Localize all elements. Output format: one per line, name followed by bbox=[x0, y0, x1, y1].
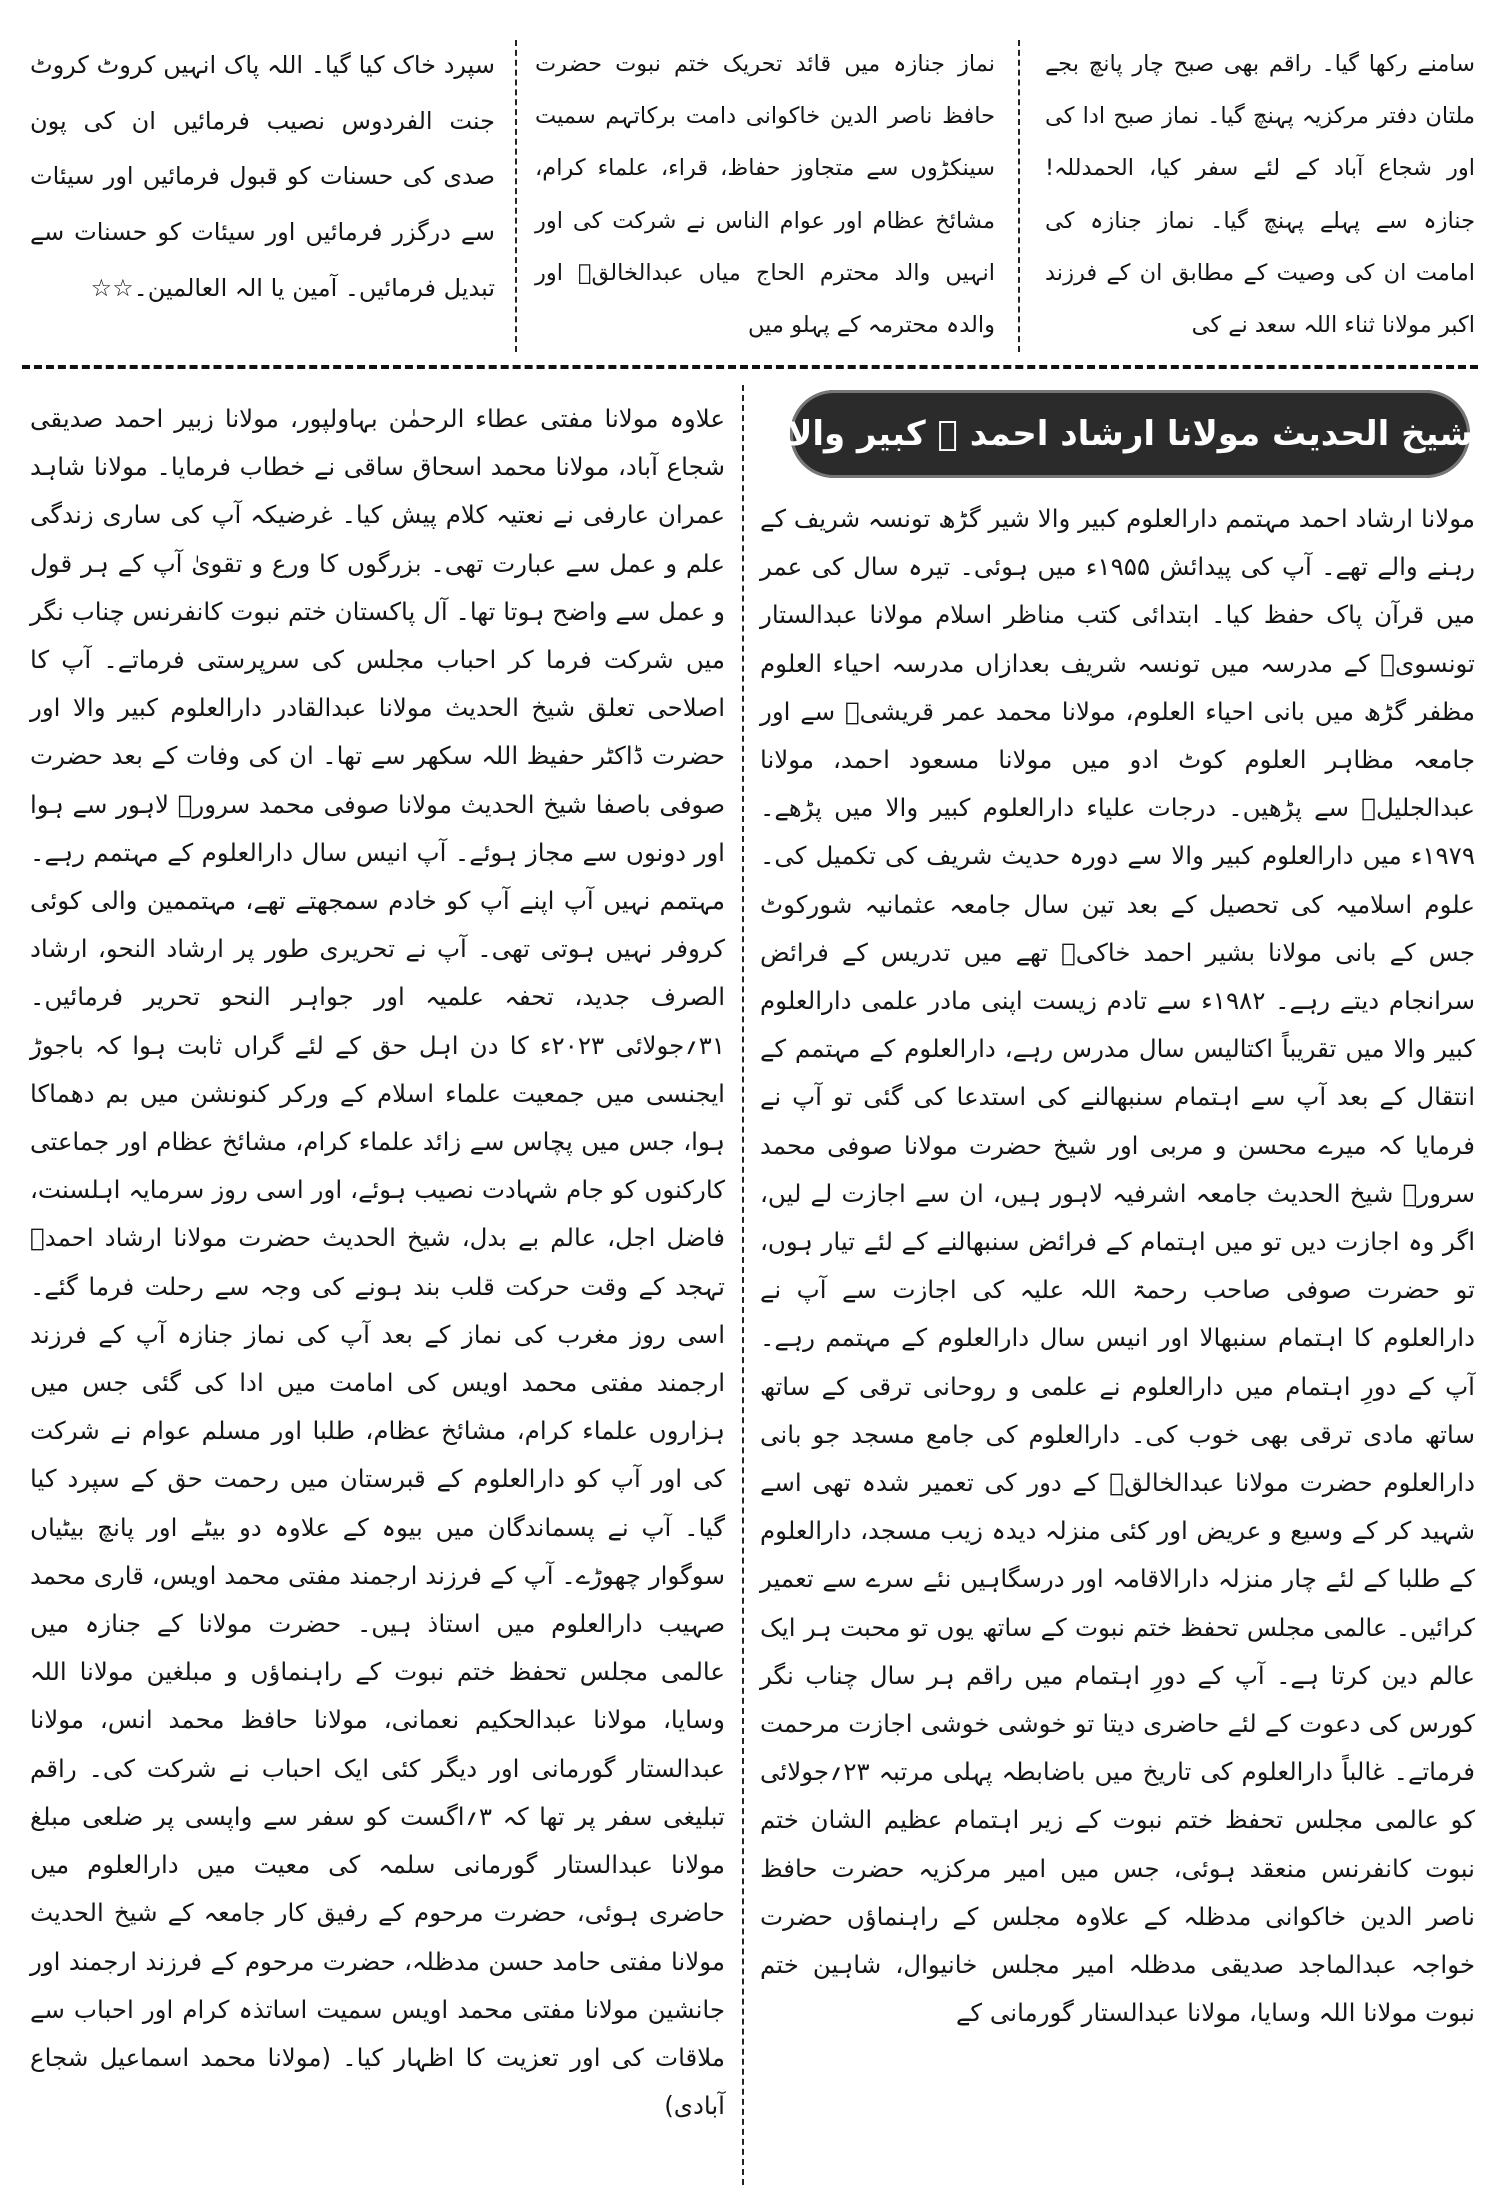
article-column-left bbox=[30, 395, 725, 2185]
top-column-left bbox=[30, 38, 495, 353]
article-title: شیخ الحدیث مولانا ارشاد احمد ﷫ کبیر والا bbox=[787, 414, 1473, 454]
top-column-right-text: سامنے رکھا گیا۔ راقم بھی صبح چار پانچ بجے ملتان دفتر مرکزیہ پہنچ گیا۔ نماز صبح ادا کی اور شجاع آباد کے لئے سفر کیا، الحمدللہ! جنازہ سے پہلے پہنچ گیا۔ نماز جنازہ کی امامت ان کی وصیت کے مطابق ان کے فرزند اکبر مولانا ثناء اللہ سعد نے کی bbox=[1045, 51, 1475, 339]
column-divider bbox=[1018, 40, 1020, 352]
column-divider bbox=[742, 385, 744, 2185]
top-column-middle-text: نماز جنازہ میں قائد تحریک ختم نبوت حضرت حافظ ناصر الدین خاکوانی دامت برکاتہم سمیت سینکڑوں سے متجاوز حفاظ، قراء، علماء کرام، مشائخ عظام اور عوام الناس نے شرکت کی اور انہیں والد محترم الحاج میاں عبدالخالقؒ اور والدہ محترمہ کے پہلو میں bbox=[535, 51, 995, 339]
article-column-right-text: مولانا ارشاد احمد مہتمم دارالعلوم کبیر والا شیر گڑھ تونسہ شریف کے رہنے والے تھے۔ آپ کی پیدائش ۱۹۵۵ء میں ہوئی۔ تیرہ سال کی عمر میں قرآن پاک حفظ کیا۔ ابتدائی کتب مناظر اسلام مولانا عبدالستار تونسویؒ کے مدرسہ میں تونسہ شریف بعدازاں مدرسہ احیاء العلوم مظفر گڑھ میں بانی احیاء العلوم، مولانا محمد عمر قریشیؒ سے اور جامعہ مظاہر العلوم کوٹ ادو میں مولانا مسعود احمد، مولانا عبدالجلیلؒ سے پڑھیں۔ درجات علیاء دارالعلوم کبیر والا میں پڑھے۔ ۱۹۷۹ء میں دارالعلوم کبیر والا سے دورہ حدیث شریف کی تکمیل کی۔ علوم اسلامیہ کی تحصیل کے بعد تین سال جامعہ عثمانیہ شورکوٹ جس کے بانی مولانا بشیر احمد خاکیؒ تھے میں تدریس کے فرائض سرانجام دیتے رہے۔ ۱۹۸۲ء سے تادم زیست اپنی مادر علمی دارالعلوم کبیر والا میں تقریباً اکتالیس سال مدرس رہے، دارالعلوم کے مہتمم کے انتقال کے بعد آپ سے اہتمام سنبھالنے کی استدعا کی گئی تو آپ نے فرمایا کہ میرے محسن و مربی اور شیخ حضرت مولانا صوفی محمد سرورؒ شیخ الحدیث جامعہ اشرفیہ لاہور ہیں، ان سے اجازت لے لیں، اگر وہ اجازت دیں تو میں اہتمام کے فرائض سنبھالنے کے لئے تیار ہوں، تو حضرت صوفی صاحب رحمۃ اللہ علیہ کی اجازت سے آپ نے دارالعلوم کا اہتمام سنبھالا اور انیس سال دارالعلوم کے مہتمم رہے۔ آپ کے دورِ اہتمام میں دارالعلوم نے علمی و روحانی ترقی کے ساتھ ساتھ مادی ترقی بھی خوب کی۔ دارالعلوم کی جامع مسجد جو بانی دارالعلوم حضرت مولانا عبدالخالقؒ کے دور کی تعمیر شدہ تھی اسے شہید کر کے وسیع و عریض اور کئی منزلہ دیدہ زیب مسجد، دارالعلوم کے طلبا کے لئے چار منزلہ دارالاقامہ اور درسگاہیں نئے سرے سے تعمیر کرائیں۔ عالمی مجلس تحفظ ختم نبوت کے ساتھ یوں تو محبت ہر ایک عالم دین کرتا ہے۔ آپ کے دورِ اہتمام میں راقم ہر سال چناب نگر کورس کی دعوت کے لئے حاضری دیتا تو خوشی خوشی اجازت مرحمت فرماتے۔ غالباً دارالعلوم کی تاریخ میں باضابطہ پہلی مرتبہ ۲۳؍جولائی کو عالمی مجلس تحفظ ختم نبوت کے زیر اہتمام عظیم الشان ختم نبوت کانفرنس منعقد ہوئی، جس میں امیر مرکزیہ حضرت حافظ ناصر الدین خاکوانی مدظلہ کے علاوہ مجلس کے راہنماؤں حضرت خواجہ عبدالماجد صدیقی مدظلہ امیر مجلس خانیوال، شاہین ختم نبوت مولانا اللہ وسایا، مولانا عبدالستار گورمانی کے bbox=[760, 504, 1475, 2028]
top-column-right bbox=[1045, 38, 1475, 353]
article-title-banner bbox=[787, 390, 1473, 478]
section-divider bbox=[22, 365, 1478, 369]
article-column-left-text: علاوہ مولانا مفتی عطاء الرحمٰن بہاولپور، مولانا زبیر احمد صدیقی شجاع آباد، مولانا محمد اسحاق ساقی نے خطاب فرمایا۔ مولانا شاہد عمران عارفی نے نعتیہ کلام پیش کیا۔ غرضیکہ آپ کی ساری زندگی علم و عمل سے عبارت تھی۔ بزرگوں کا ورع و تقویٰ آپ کے ہر قول و عمل سے واضح ہوتا تھا۔ آل پاکستان ختم نبوت کانفرنس چناب نگر میں شرکت فرما کر احباب مجلس کی سرپرستی فرماتے۔ آپ کا اصلاحی تعلق شیخ الحدیث مولانا عبدالقادر دارالعلوم کبیر والا اور حضرت ڈاکٹر حفیظ اللہ سکھر سے تھا۔ ان کی وفات کے بعد حضرت صوفی باصفا شیخ الحدیث مولانا صوفی محمد سرورؒ لاہور سے ہوا اور دونوں سے مجاز ہوئے۔ آپ انیس سال دارالعلوم کے مہتمم رہے۔ مہتمم نہیں آپ اپنے آپ کو خادم سمجھتے تھے، مہتممین والی کوئی کروفر نہیں ہوتی تھی۔ آپ نے تحریری طور پر ارشاد النحو، ارشاد الصرف جدید، تحفہ علمیہ اور جواہر النحو تحریر فرمائیں۔ ۳۱؍جولائی ۲۰۲۳ء کا دن اہل حق کے لئے گراں ثابت ہوا کہ باجوڑ ایجنسی میں جمعیت علماء اسلام کے ورکر کنونشن میں بم دھماکا ہوا، جس میں پچاس سے زائد علماء کرام، مشائخ عظام اور جماعتی کارکنوں کو جام شہادت نصیب ہوئے، اور اسی روز سرمایہ اہلسنت، فاضل اجل، عالم بے بدل، شیخ الحدیث حضرت مولانا ارشاد احمدؒ تہجد کے وقت حرکت قلب بند ہونے کی وجہ سے رحلت فرما گئے۔ اسی روز مغرب کی نماز کے بعد آپ کی نماز جنازہ آپ کے فرزند ارجمند مفتی محمد اویس کی امامت میں ادا کی گئی جس میں ہزاروں علماء کرام، مشائخ عظام، طلبا اور مسلم عوام نے شرکت کی اور آپ کو دارالعلوم کے قبرستان میں رحمت حق کے سپرد کیا گیا۔ آپ نے پسماندگان میں بیوہ کے علاوہ دو بیٹے اور پانچ بیٹیاں سوگوار چھوڑے۔ آپ کے فرزند ارجمند مفتی محمد اویس، قاری محمد صہیب دارالعلوم میں استاذ ہیں۔ حضرت مولانا کے جنازہ میں عالمی مجلس تحفظ ختم نبوت کے راہنماؤں و مبلغین مولانا اللہ وسایا، مولانا عبدالحکیم نعمانی، مولانا حافظ محمد انس، مولانا عبدالستار گورمانی اور دیگر کئی ایک احباب نے شرکت کی۔ راقم تبلیغی سفر پر تھا کہ ۳؍اگست کو سفر سے واپسی پر ضلعی مبلغ مولانا عبدالستار گورمانی سلمہ کی معیت میں دارالعلوم میں حاضری ہوئی، حضرت مرحوم کے رفیق کار جامعہ کے شیخ الحدیث مولانا مفتی حامد حسن مدظلہ، حضرت مرحوم کے فرزند ارجمند اور جانشین مولانا مفتی محمد اویس سمیت اساتذہ کرام اور احباب سے ملاقات کی اور تعزیت کا اظہار کیا۔ (مولانا محمد اسماعیل شجاع آبادی) bbox=[30, 404, 725, 2121]
column-divider bbox=[515, 40, 517, 352]
top-column-middle bbox=[535, 38, 995, 353]
top-column-left-text: سپرد خاک کیا گیا۔ اللہ پاک انہیں کروٹ کروٹ جنت الفردوس نصیب فرمائیں ان کی پون صدی کی حسنات کو قبول فرمائیں اور سیئات سے درگزر فرمائیں اور سیئات کو حسنات سے تبدیل فرمائیں۔ آمین یا الہ العالمین۔☆☆ bbox=[30, 51, 495, 302]
article-column-right bbox=[760, 495, 1475, 2185]
